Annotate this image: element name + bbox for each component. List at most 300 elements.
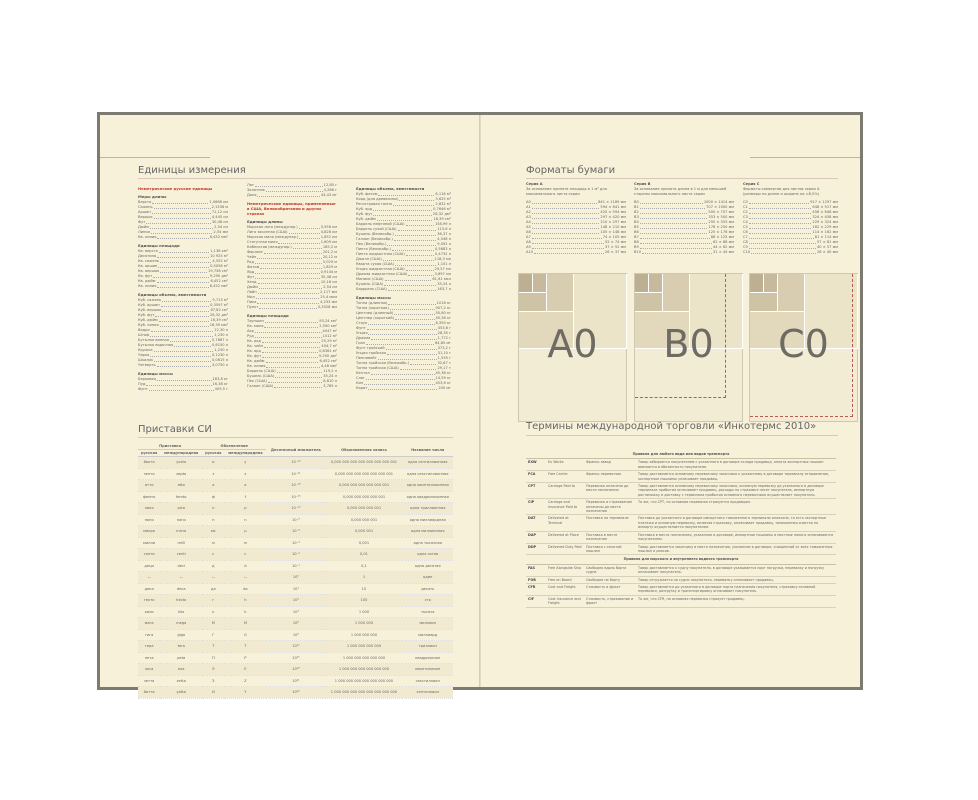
unit-value: 45,36 кг xyxy=(435,316,451,320)
format-size: 707 × 1000 мм xyxy=(706,205,734,209)
unit-value: 87,82 см³ xyxy=(210,308,228,312)
unit-value: 4,48 мм² xyxy=(320,364,337,368)
unit-name: Кабельтов (междунар.) xyxy=(247,245,292,249)
incoterms-ru: Поставка с оплатой пошлин xyxy=(584,543,636,555)
unit-name: Статутная миля xyxy=(247,240,278,244)
unit-name: Куб. линия xyxy=(138,323,159,327)
unit-value: 1,852 км xyxy=(320,235,337,239)
si-cell: p xyxy=(224,503,266,515)
unit-name: Шкалик xyxy=(138,358,154,362)
si-header-designation: Обозначение xyxy=(202,443,266,450)
incoterms-code: EXW xyxy=(526,459,546,471)
unit-name: Лига законная (США) xyxy=(247,230,288,234)
unit-name: Кип xyxy=(356,381,364,385)
unit-leader xyxy=(162,308,209,312)
unit-row xyxy=(138,235,228,240)
unit-value: 16,39 см³ xyxy=(433,217,451,221)
si-cell: 10⁹ xyxy=(266,629,325,641)
unit-leader xyxy=(256,295,320,299)
si-row xyxy=(138,514,453,526)
si-cell: миллиард xyxy=(402,629,453,641)
unit-name: Бушель (США) xyxy=(247,374,275,378)
unit-name: Тонна (короткая) xyxy=(356,306,389,310)
left-top-rule xyxy=(100,157,210,158)
unit-name: Кв. линия xyxy=(138,235,157,239)
unit-leader xyxy=(266,359,319,363)
format-leader xyxy=(751,250,816,254)
unit-value: 4,266 г xyxy=(323,188,337,192)
si-cell: квинтиллион xyxy=(402,664,453,676)
unit-name: Род xyxy=(247,260,254,264)
unit-leader xyxy=(406,252,434,256)
format-code: C7 xyxy=(743,235,748,239)
unit-value: 5,556 км xyxy=(320,225,337,229)
si-cell: 0,000 000 000 000 000 000 000 001 xyxy=(325,457,402,469)
unit-leader xyxy=(390,306,435,310)
unit-leader xyxy=(154,205,211,209)
si-header-abbr: Обыкновенная запись xyxy=(325,443,402,457)
format-size: 297 × 420 мм xyxy=(600,215,626,219)
unit-name: Пинта жидкостная (США) xyxy=(356,252,405,256)
unit-value: 0,4732 л xyxy=(434,252,451,256)
unit-name: Ведро xyxy=(138,328,150,332)
unit-name: Фунт xyxy=(356,326,366,330)
incoterms-ru: Свободно вдоль борта судна xyxy=(584,564,636,576)
unit-name: Куб. аршин xyxy=(138,303,160,307)
unit-value: 119,2 л xyxy=(323,369,337,373)
format-code: B5 xyxy=(634,225,639,229)
format-size: 917 × 1297 мм xyxy=(810,200,838,204)
incoterms-desc: То же, что CPT, но основная перевозка страхуется продавцом. xyxy=(636,499,836,515)
unit-value: 25,29 м² xyxy=(321,339,337,343)
incoterms-row xyxy=(526,576,836,583)
unit-leader xyxy=(159,318,210,322)
unit-name: Кв. верста xyxy=(138,249,158,253)
unit-value: 1,829 м xyxy=(322,265,337,269)
unit-leader xyxy=(257,255,321,259)
format-code: A7 xyxy=(526,235,531,239)
unit-leader xyxy=(161,303,209,307)
si-cell: одна септиллионная xyxy=(402,457,453,469)
unit-row xyxy=(138,363,228,368)
unit-leader xyxy=(264,324,318,328)
unit-leader xyxy=(255,334,322,338)
unit-leader xyxy=(364,381,434,385)
unit-leader xyxy=(400,366,437,370)
incoterms-table xyxy=(526,450,836,608)
si-cell: 0,000 000 000 000 000 001 xyxy=(325,480,402,492)
unit-leader xyxy=(262,349,318,353)
unit-leader xyxy=(275,374,322,378)
series-title: Серия А xyxy=(526,182,543,186)
series-desc: Форматы конвертов для листов серии А (размеры по длине и ширине на ≈8,5%) xyxy=(743,187,820,196)
unit-value: 1,138 км² xyxy=(210,249,228,253)
unit-value: 44,43 мг xyxy=(320,193,337,197)
unit-name: Слаг xyxy=(356,376,365,380)
units-title: Единицы измерения xyxy=(138,165,246,176)
unit-value: 0,9144 м xyxy=(320,270,337,274)
unit-name: Фут xyxy=(247,275,255,279)
unit-leader xyxy=(377,217,433,221)
si-cell: P xyxy=(224,652,266,664)
format-size: 40 × 57 мм xyxy=(816,245,838,249)
unit-leader xyxy=(299,235,319,239)
incoterms-name: Delivered Duty Paid xyxy=(546,543,584,555)
unit-value: 3,697 мл xyxy=(434,272,451,276)
unit-value: 3,785 л xyxy=(323,384,337,388)
format-leader xyxy=(532,240,604,244)
unit-name: Тонна тройская (США) xyxy=(356,366,399,370)
unit-name: Золотник xyxy=(247,188,265,192)
format-size: 31 × 44 мм xyxy=(712,250,734,254)
format-size: 841 × 1189 мм xyxy=(598,200,626,204)
format-code: C2 xyxy=(743,210,748,214)
unit-value: 16,39 мм³ xyxy=(209,323,228,327)
unit-leader xyxy=(410,361,436,365)
unit-name: Штоф xyxy=(138,333,150,337)
si-cell: триллион xyxy=(402,641,453,653)
unit-leader xyxy=(158,264,209,268)
si-prefix-table xyxy=(138,443,453,699)
si-cell: 100 xyxy=(325,595,402,607)
si-cell: 1 000 xyxy=(325,606,402,618)
si-cell: y xyxy=(224,457,266,469)
unit-name: Бутылка водочная xyxy=(138,343,174,347)
si-cell: 0,000 000 000 000 000 000 001 xyxy=(325,468,402,480)
si-cell: atto xyxy=(160,480,202,492)
si-cell: с xyxy=(202,549,224,561)
incoterms-group-row xyxy=(526,555,836,564)
unit-leader xyxy=(392,247,434,251)
si-cell: зепто xyxy=(138,468,160,480)
unit-value: 2,590 км² xyxy=(319,324,337,328)
incoterms-row xyxy=(526,564,836,576)
mass-title: Единицы массы xyxy=(138,371,173,376)
si-header-name: Название числа xyxy=(402,443,453,457)
unit-value: 9,713 м³ xyxy=(212,298,228,302)
format-leader xyxy=(640,240,712,244)
incoterms-desc: Товар доставляется к судну покупателя, в договоре указывается порт погрузки, перевозку и погрузку оплачивает покупатель. xyxy=(636,564,836,576)
incoterms-code: DAP xyxy=(526,531,546,543)
format-size: 44 × 62 мм xyxy=(712,245,734,249)
unit-value: 3,625 м³ xyxy=(435,197,451,201)
unit-value: 163,8 кг xyxy=(212,377,228,381)
si-header-prefix: Приставка xyxy=(138,443,202,450)
unit-name: Берковец xyxy=(138,377,157,381)
incoterms-ru: Перевозка и страхование оплачены до места назначения xyxy=(584,499,636,515)
incoterms-name: Delivered at Terminal xyxy=(546,515,584,531)
format-code: B9 xyxy=(634,245,639,249)
incoterms-name: Delivered at Place xyxy=(546,531,584,543)
si-cell: 10⁻³ xyxy=(266,537,325,549)
format-size: 74 × 105 мм xyxy=(602,235,626,239)
si-cell: milli xyxy=(160,537,202,549)
unit-value: 35,24 л xyxy=(323,374,337,378)
si-cell: Т xyxy=(202,641,224,653)
si-row xyxy=(138,572,453,584)
unit-leader xyxy=(160,323,209,327)
unit-name: Чейн xyxy=(247,255,257,259)
unit-name: Пек (Великобр.) xyxy=(356,242,387,246)
unit-value: 1,230 л xyxy=(214,333,228,337)
si-cell: c xyxy=(224,549,266,561)
format-code: B4 xyxy=(634,220,639,224)
si-cell: peta xyxy=(160,652,202,664)
si-cell: одна секстиллионная xyxy=(402,468,453,480)
unit-value: 2,1336 м xyxy=(211,205,228,209)
unit-name: Лайн xyxy=(247,290,257,294)
unit-leader xyxy=(170,338,211,342)
unit-value: 8,810 л xyxy=(323,379,337,383)
format-label: A0 xyxy=(547,322,598,366)
unit-value: 50,80 кг xyxy=(435,311,451,315)
si-cell: м xyxy=(202,537,224,549)
right-top-rule xyxy=(750,157,860,158)
unit-leader xyxy=(277,369,323,373)
format-leader xyxy=(532,215,600,219)
incoterms-ru: Франко завод xyxy=(584,459,636,471)
unit-name: Бутылка винная xyxy=(138,338,169,342)
si-cell: П xyxy=(202,652,224,664)
si-cell: da xyxy=(224,583,266,595)
unit-leader xyxy=(264,344,320,348)
unit-name: Вершок xyxy=(138,215,153,219)
unit-value: 6,452 см² xyxy=(210,279,228,283)
unit-name: Драхма xyxy=(356,336,371,340)
si-cell: одна тысячная xyxy=(402,537,453,549)
unit-value: 25,4 мкм xyxy=(320,295,337,299)
format-label: B0 xyxy=(663,322,714,366)
si-cell: один xyxy=(402,572,453,584)
unit-name: Морская лига (междунар.) xyxy=(247,225,298,229)
si-cell: одна квинтиллионная xyxy=(402,480,453,492)
unit-name: Руд xyxy=(247,334,254,338)
unit-leader xyxy=(299,225,320,229)
unit-name: Фатом xyxy=(247,265,260,269)
unit-leader xyxy=(408,272,433,276)
si-row xyxy=(138,595,453,607)
format-code: B2 xyxy=(634,210,639,214)
si-row xyxy=(138,549,453,561)
si-cell: 1 000 000 000 000 000 000 xyxy=(325,664,402,676)
series-c xyxy=(743,182,838,255)
format-diagram-a0 xyxy=(518,273,627,422)
unit-value: 201,2 м xyxy=(322,250,337,254)
unit-value: 115,6 л xyxy=(437,227,451,231)
incoterms-ru: Поставка в месте назначения xyxy=(584,531,636,543)
si-cell: н xyxy=(202,514,224,526)
format-code: B10 xyxy=(634,250,642,254)
unit-value: 93,24 км² xyxy=(319,319,337,323)
si-cell: десять xyxy=(402,583,453,595)
unit-leader xyxy=(373,207,432,211)
si-row xyxy=(138,480,453,492)
unit-value: 1012 м² xyxy=(322,334,337,338)
unit-leader xyxy=(388,287,436,291)
format-code: C5 xyxy=(743,225,748,229)
unit-name: Кварта сухая (США) xyxy=(356,262,394,266)
si-cell: 1 000 000 000 xyxy=(325,629,402,641)
unit-name: Кентал xyxy=(356,371,370,375)
format-subsheet xyxy=(519,274,533,293)
format-leader xyxy=(532,225,600,229)
incoterms-name: Free Alongside Ship xyxy=(546,564,584,576)
incoterms-code: FOB xyxy=(526,576,546,583)
unit-row xyxy=(138,387,228,392)
si-row xyxy=(138,491,453,503)
format-leader xyxy=(640,215,708,219)
si-cell: 1 000 000 xyxy=(325,618,402,630)
unit-name: Пуд xyxy=(138,382,146,386)
book-spread xyxy=(97,112,863,695)
unit-name: Центнер (короткий) xyxy=(356,316,395,320)
format-leader xyxy=(640,205,705,209)
unit-value: 0,5058 м² xyxy=(210,264,228,268)
unit-leader xyxy=(149,387,214,391)
si-cell: к xyxy=(202,606,224,618)
unit-value: 10,16 см xyxy=(320,280,337,284)
unit-value: 61,61 мкл xyxy=(432,277,451,281)
unit-leader xyxy=(383,257,434,261)
format-leader xyxy=(640,200,703,204)
format-row xyxy=(743,250,838,255)
unit-name: Кв. род xyxy=(247,339,261,343)
si-cell: Z xyxy=(224,675,266,687)
format-code: B3 xyxy=(634,215,639,219)
unit-value: 12,30 л xyxy=(214,328,228,332)
unit-leader xyxy=(378,192,434,196)
unit-name: Барррель (США) xyxy=(356,287,387,291)
unit-leader xyxy=(384,282,436,286)
unit-name: Пункт xyxy=(247,305,259,309)
unit-leader xyxy=(293,245,322,249)
unit-leader xyxy=(368,386,437,390)
unit-value: 0,5683 л xyxy=(434,247,451,251)
unit-name: Сажень xyxy=(138,205,153,209)
unit-name: Бушель (Великобр.) xyxy=(356,232,394,236)
format-leader xyxy=(640,230,708,234)
unit-name: Кружка xyxy=(138,348,153,352)
format-code: A6 xyxy=(526,230,531,234)
unit-value: 2,117 мм xyxy=(320,290,337,294)
unit-value: 4,546 л xyxy=(437,237,451,241)
format-code: B7 xyxy=(634,235,639,239)
format-leader xyxy=(640,210,708,214)
unit-leader xyxy=(259,305,316,309)
unit-name: Морская миля (междунар.) xyxy=(247,235,299,239)
si-cell: зетта xyxy=(138,675,160,687)
si-row xyxy=(138,652,453,664)
unit-name: Куб. фатом xyxy=(356,192,378,196)
unit-leader xyxy=(255,270,319,274)
si-cell: yotta xyxy=(160,687,202,699)
unit-leader xyxy=(266,188,323,192)
si-row xyxy=(138,503,453,515)
si-rule xyxy=(138,437,453,438)
si-cell: 10²⁴ xyxy=(266,687,325,699)
volume-title: Единицы объема, вместимости xyxy=(356,186,425,191)
si-cell: 10⁻⁹ xyxy=(266,514,325,526)
unit-value: 16,39 см³ xyxy=(210,318,228,322)
si-cell: одна триллионная xyxy=(402,503,453,515)
si-cell: пета xyxy=(138,652,160,664)
si-cell: тысяча xyxy=(402,606,453,618)
si-cell: µ xyxy=(224,526,266,538)
si-cell: ф xyxy=(202,491,224,503)
unit-leader xyxy=(152,200,208,204)
unit-name: Куб. дюйм xyxy=(356,217,376,221)
si-cell: милли xyxy=(138,537,160,549)
unit-name: Кв. сажень xyxy=(138,259,160,263)
si-cell: 0,01 xyxy=(325,549,402,561)
unit-name: Унция тройская xyxy=(356,351,387,355)
unit-leader xyxy=(371,371,435,375)
format-size: 594 × 841 мм xyxy=(600,205,626,209)
si-cell: k xyxy=(224,606,266,618)
si-cell: nano xyxy=(160,514,202,526)
si-cell: — xyxy=(224,572,266,584)
format-size: 52 × 74 мм xyxy=(604,240,626,244)
unit-value: 4,828 км xyxy=(320,230,337,234)
unit-value: 9,092 л xyxy=(437,242,451,246)
unit-value: 32,67 т xyxy=(437,361,451,365)
unit-value: 158,99 л xyxy=(434,222,451,226)
si-header-intl: международная xyxy=(160,450,202,457)
si-cell: hecto xyxy=(160,595,202,607)
incoterms-desc: То же, что CFR, но основная перевозка страхует продавец. xyxy=(636,595,836,607)
format-code: A8 xyxy=(526,240,531,244)
si-cell: tera xyxy=(160,641,202,653)
unit-value: 0,8361 м² xyxy=(319,349,337,353)
si-cell: 0,000 000 000 001 xyxy=(325,503,402,515)
si-cell: йокто xyxy=(138,457,160,469)
si-cell: 0,000 000 001 xyxy=(325,514,402,526)
unit-value: 2,832 м³ xyxy=(435,202,451,206)
unit-name: Тонна (длинная) xyxy=(356,301,388,305)
unit-leader xyxy=(151,230,213,234)
si-cell: одна квадриллионная xyxy=(402,491,453,503)
si-cell: йотта xyxy=(138,687,160,699)
unit-name: Драхма жидкостная (США) xyxy=(356,272,408,276)
si-cell: h xyxy=(224,595,266,607)
unit-value: 29,57 мл xyxy=(434,267,451,271)
series-title: Серия C xyxy=(743,182,760,186)
unit-leader xyxy=(278,240,319,244)
unit-value: 5,029 м xyxy=(322,260,337,264)
unit-leader xyxy=(394,237,436,241)
unit-leader xyxy=(387,351,437,355)
unit-value: 453,6 г xyxy=(437,326,451,330)
format-leader xyxy=(749,240,816,244)
si-cell: п xyxy=(202,503,224,515)
incoterms-ru: Свободно на борту xyxy=(584,576,636,583)
unit-leader xyxy=(151,328,214,332)
unit-value: 0,6150 л xyxy=(211,343,228,347)
unit-value: 6,350 кг xyxy=(435,321,451,325)
si-title: Приставки СИ xyxy=(138,424,212,435)
unit-name: Корд (для древесины) xyxy=(356,197,399,201)
unit-name: Баррель сухой (США) xyxy=(356,227,397,231)
unit-leader xyxy=(159,249,209,253)
unit-value: 6,452 мм² xyxy=(209,284,228,288)
unit-name: Куб. вершок xyxy=(138,308,162,312)
unit-leader xyxy=(262,339,320,343)
si-cell: 10 xyxy=(325,583,402,595)
unit-value: 163,7 л xyxy=(437,287,451,291)
unit-leader xyxy=(398,227,437,231)
formats-rule xyxy=(526,178,838,179)
unit-name: Кв. вершок xyxy=(138,269,160,273)
